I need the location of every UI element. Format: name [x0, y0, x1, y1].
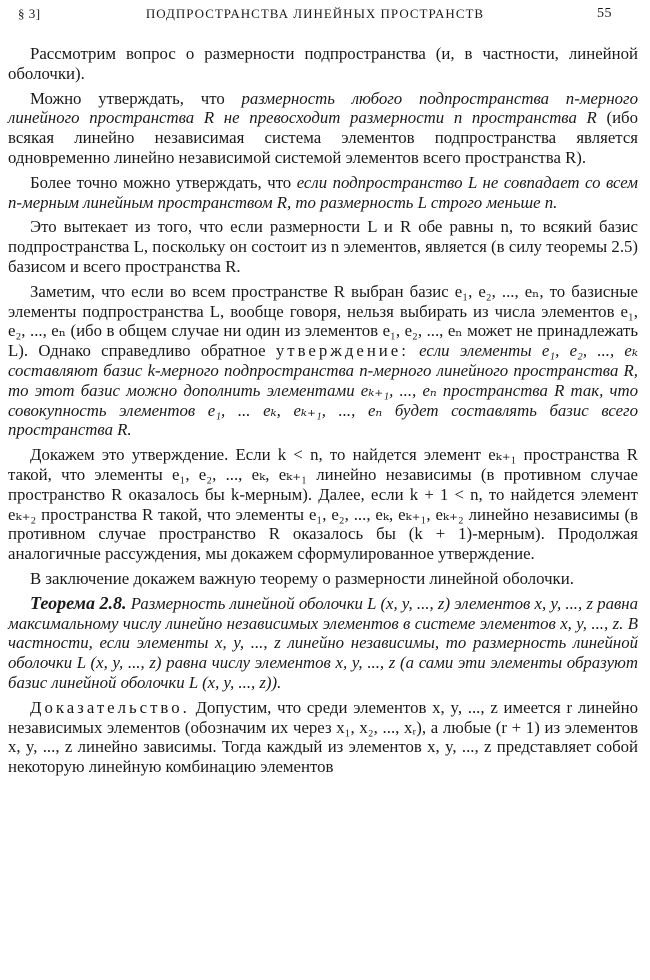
- paragraph-strict-claim: Более точно можно утверждать, что если подпространство L не совпадает со всем n-мерным линейным пространством R, то размерность L строго меньше n.: [8, 172, 638, 212]
- paragraph-conclusion-intro: В заключение докажем важную теорему о размерности линейной оболочки.: [30, 568, 574, 588]
- theorem-2-8: [8, 594, 638, 693]
- proof-paragraph: [8, 698, 638, 777]
- section-marker: § 3]: [18, 6, 41, 21]
- italic-statement: размерность любого подпространства n-мерного линейного пространства R не превосходит размерности n пространства R: [8, 88, 638, 128]
- spaced-word: утверждение:: [275, 341, 409, 361]
- proof-label: Доказательство.: [30, 697, 190, 717]
- italic-statement: если элементы e₁, e₂, ..., eₖ составляют базис k-мерного подпространства n-мерного линейного пространства R, то этот базис можно дополнить элементами eₖ₊₁, ..., eₙ пространства R так, что совокупность элементов e₁, ... eₖ, eₖ₊₁, ..., eₙ будет составлять базис всего пространства R.: [8, 341, 638, 440]
- paragraph-proof-of-statement: Докажем это утверждение. Если k < n, то найдется элемент eₖ₊₁ пространства R такой, что элементы e₁, e₂, ..., eₖ, eₖ₊₁ линейно независимы (в противном случае пространство R оказалось бы k-мерным). Далее, если k + 1 < n, то найдется элемент eₖ₊₂ пространства R такой, что элементы e₁, e₂, ..., eₖ, eₖ₊₁, eₖ₊₂ линейно независимы (в противном случае пространство R оказалось бы (k + 1)-мерным). Продолжая аналогичные рассуждения, мы докажем сформулированное утверждение.: [8, 445, 638, 564]
- italic-statement: если подпространство L не совпадает со всем n-мерным линейным пространством R, то размерность L строго меньше n.: [8, 172, 638, 212]
- paragraph-consequence: Это вытекает из того, что если размерности L и R обе равны n, то всякий базис подпространства L, поскольку он состоит из n элементов, является (в силу теоремы 2.5) базисом и всего пространства R.: [8, 217, 638, 276]
- running-title: ПОДПРОСТРАНСТВА ЛИНЕЙНЫХ ПРОСТРАНСТВ: [145, 6, 485, 21]
- proof-text: Допустим, что среди элементов x, y, ..., z имеется r линейно независимых элементов (обозначим их через x₁, x₂, ..., xᵣ), а любые (r + 1) из элементов x, y, ..., z линейно зависимы. Тогда каждый из элементов x, y, ..., z представляет собой некоторую линейную комбинацию элементов: [8, 697, 638, 777]
- paragraph-dimension-claim: Можно утверждать, что размерность любого подпространства n-мерного линейного пространства R не превосходит размерности n пространства R (ибо всякая линейно независимая система элементов подпространства является одновременно линейно независимой системой элементов всего пространства R).: [8, 88, 638, 167]
- page-body: [8, 44, 638, 782]
- page-number: 55: [597, 6, 612, 21]
- paragraph-intro: Рассмотрим вопрос о размерности подпространства (и, в частности, линейной оболочки).: [8, 44, 638, 83]
- paragraph-basis-remark: Заметим, что если во всем пространстве R выбран базис e₁, e₂, ..., eₙ, то базисные элементы подпространства L, вообще говоря, нельзя выбирать из числа элементов e₁, e₂, ..., eₙ (ибо в общем случае ни один из элементов e₁, e₂, ..., eₙ может не принадлежать L). Однако справедливо обратное утверждение: если элементы e₁, e₂, ..., eₖ составляют базис k-мерного подпространства n-мерного линейного пространства R, то этот базис можно дополнить элементами eₖ₊₁, ..., eₙ пространства R так, что совокупность элементов e₁, ... eₖ, eₖ₊₁, ..., eₙ будет составлять базис всего пространства R.: [8, 281, 638, 440]
- theorem-text: Размерность линейной оболочки L (x, y, ..., z) элементов x, y, ..., z равна максимальному числу линейно независимых элементов в системе элементов x, y, ..., z. В частности, если элементы x, y, ..., z линейно независимы, то размерность линейной оболочки L (x, y, ..., z) равна числу элементов x, y, ..., z (а сами эти элементы образуют базис линейной оболочки L (x, y, ..., z)).: [8, 593, 638, 692]
- running-header: [18, 6, 612, 24]
- theorem-label: Теорема 2.8.: [30, 592, 127, 613]
